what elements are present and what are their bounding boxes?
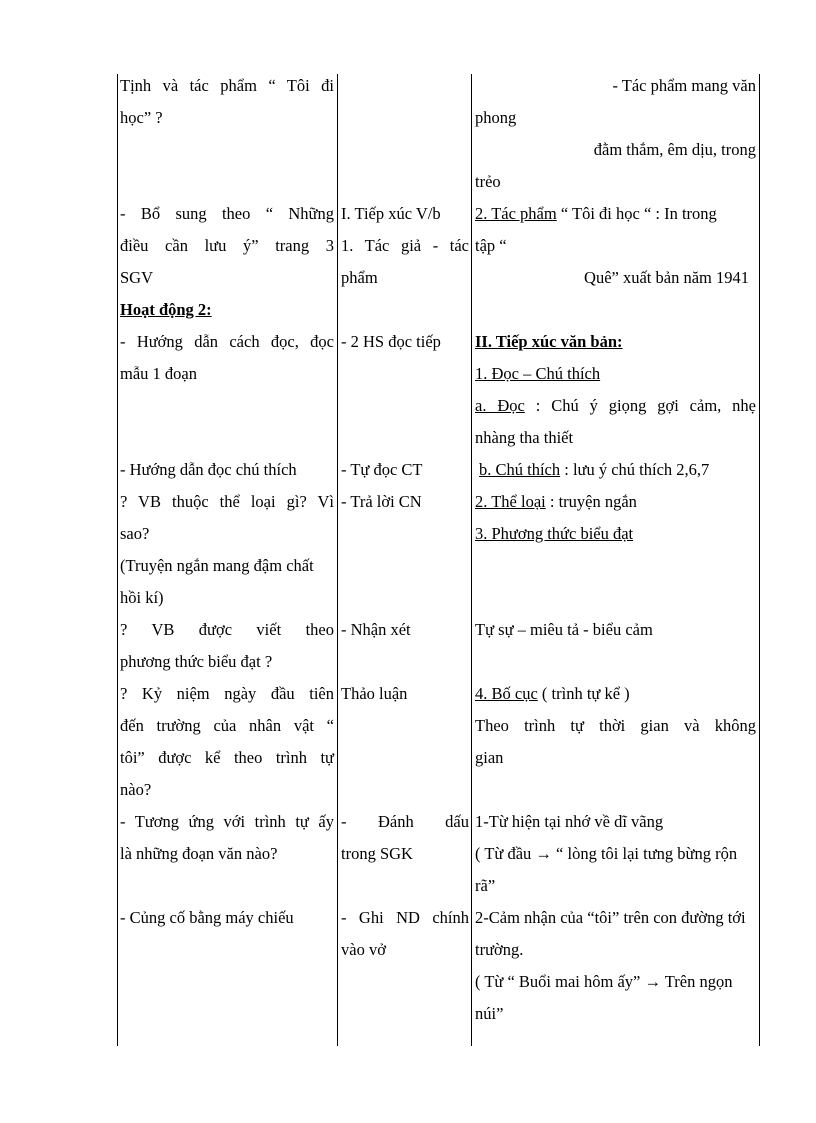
text-line: - 2 HS đọc tiếp [341, 332, 441, 351]
text-line: phương thức biểu đạt ? [120, 652, 273, 671]
table-border-col1 [337, 74, 338, 1046]
text-line: - Củng cố bằng máy chiếu [120, 908, 294, 927]
text-line: ? Kỷ niệm ngày đầu tiên [120, 684, 334, 703]
text-line [475, 390, 756, 422]
text-fragment: “ Tôi đi học “ : In trong [556, 204, 717, 223]
text-line: - Đánh dấu [341, 812, 469, 831]
text-line: đến trường của nhân vật “ [120, 716, 334, 735]
table-border-right [759, 74, 760, 1046]
text-line: phẩm [341, 268, 378, 287]
subheading: 4. Bố cục [475, 684, 538, 703]
text-line [475, 486, 637, 518]
text-line: Thảo luận [341, 684, 408, 703]
section-heading: II. Tiếp xúc văn bản: [475, 332, 623, 351]
text-line: rã” [475, 876, 496, 895]
text-fragment: : Chú ý giọng gợi cảm, nhẹ [524, 396, 756, 415]
text-line: núi” [475, 1004, 504, 1023]
text-fragment: : lưu ý chú thích 2,6,7 [560, 460, 710, 479]
table-border-left [117, 74, 118, 1046]
text-line: - Tác phẩm mang văn [612, 76, 756, 95]
text-line: I. Tiếp xúc V/b [341, 204, 441, 223]
text-line: SGV [120, 268, 154, 287]
text-line: ? VB thuộc thể loại gì? Vì [120, 492, 334, 511]
table-border-col2 [471, 74, 472, 1046]
text-line [475, 678, 630, 710]
text-line: - Trả lời CN [341, 492, 422, 511]
text-line: ( Từ “ Buổi mai hôm ấy” → Trên ngọn [475, 972, 733, 991]
text-line: (Truyện ngắn mang đậm chất [120, 556, 314, 575]
text-line [479, 454, 709, 486]
text-line: 2-Cảm nhận của “tôi” trên con đường tới [475, 908, 746, 927]
text-line: Quê” xuất bản năm 1941 [584, 268, 749, 287]
subheading: a. Đọc [475, 396, 525, 415]
text-line: gian [475, 748, 504, 767]
text-line: điều cần lưu ý” trang 3 [120, 236, 334, 255]
text-line [475, 198, 717, 230]
subheading: 2. Thể loại [475, 492, 546, 511]
text-line: trẻo [475, 172, 501, 191]
text-line: nhàng tha thiết [475, 428, 574, 447]
subheading: 1. Đọc – Chú thích [475, 364, 601, 383]
text-line: - Ghi ND chính [341, 908, 469, 927]
text-line: phong [475, 108, 517, 127]
text-line: 1. Tác giả - tác [341, 236, 469, 255]
text-line: đằm thắm, êm dịu, trong [593, 140, 756, 159]
section-heading: Hoạt động 2: [120, 300, 212, 319]
text-line: vào vở [341, 940, 386, 959]
text-line: học” ? [120, 108, 163, 127]
text-line: Tịnh và tác phẩm “ Tôi đi [120, 76, 334, 95]
text-line: - Nhận xét [341, 620, 411, 639]
text-line: - Hướng dẫn cách đọc, đọc [120, 332, 334, 351]
text-line: - Bổ sung theo “ Những [120, 204, 334, 223]
subheading: 3. Phương thức biểu đạt [475, 524, 634, 543]
subheading: b. Chú thích [479, 460, 561, 479]
text-line: Theo trình tự thời gian và không [475, 716, 756, 735]
text-line: mẫu 1 đoạn [120, 364, 197, 383]
text-line: trong SGK [341, 844, 413, 863]
text-fragment: ( trình tự kể ) [537, 684, 630, 703]
text-fragment: : truyện ngắn [545, 492, 637, 511]
text-line: nào? [120, 780, 152, 799]
text-line: - Tương ứng với trình tự ấy [120, 812, 334, 831]
subheading: 2. Tác phẩm [475, 204, 557, 223]
text-line: là những đoạn văn nào? [120, 844, 278, 863]
text-line: tập “ [475, 236, 507, 255]
text-line: ( Từ đầu → “ lòng tôi lại tưng bừng rộn [475, 844, 738, 863]
text-line: - Hướng dẫn đọc chú thích [120, 460, 297, 479]
text-line: hồi kí) [120, 588, 164, 607]
text-line: 1-Từ hiện tại nhớ về dĩ vãng [475, 812, 664, 831]
text-line: ? VB được viết theo [120, 620, 334, 639]
text-line: tôi” được kể theo trình tự [120, 748, 334, 767]
text-line: Tự sự – miêu tả - biểu cảm [475, 620, 653, 639]
text-line: sao? [120, 524, 150, 543]
text-line: - Tự đọc CT [341, 460, 423, 479]
text-line: trường. [475, 940, 524, 959]
